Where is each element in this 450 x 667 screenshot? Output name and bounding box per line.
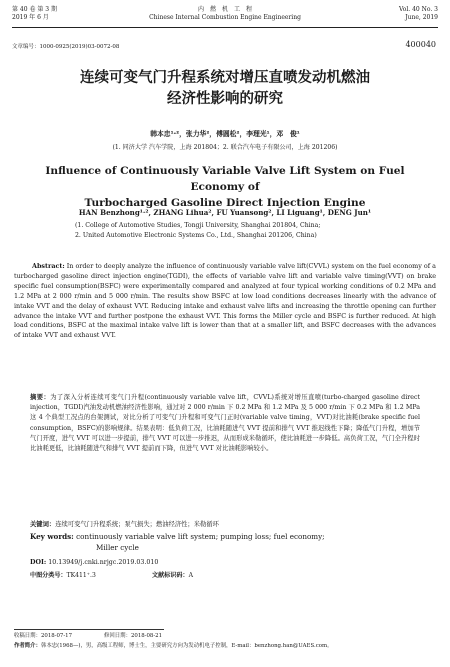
- cn-abstract-label: 摘要：: [30, 394, 51, 401]
- cn-keywords: 关键词：连续可变气门升程系统；泵气损失；燃油经济性；米勒循环: [30, 521, 219, 528]
- cn-authors: 韩本忠¹·²，张力华²，傅圆松²，李理光¹，邓 俊¹: [150, 130, 300, 138]
- en-authors: HAN Benzhong¹·², ZHANG Lihua², FU Yuansong², LI Liguang¹, DENG Jun¹: [78, 208, 372, 217]
- abstract-label: Abstract:: [32, 262, 65, 270]
- footnote-dates: 收稿日期：2018-07-17 修回日期：2018-08-21: [14, 633, 163, 639]
- en-affiliation: (1. College of Automotive Studies, Tongji University, Shanghai 201804, China; 2. United Automotive Electronic Systems Co., Ltd., Shanghai 201206, China): [75, 222, 321, 239]
- cn-affiliation: (1. 同济大学 汽车学院，上海 201804；2. 联合汽车电子有限公司，上海 201206): [112, 144, 338, 151]
- header-journal: 内 燃 机 工 程 Chinese Internal Combustion Engine Engineering: [149, 6, 301, 21]
- page-code: 400040: [405, 40, 436, 49]
- classification: 中图分类号：TK411⁺.3 文献标识码：A: [30, 572, 193, 579]
- en-abstract: [14, 262, 436, 341]
- footnote-author: 作者简介：韩本忠(1968—)，男，高级工程师，博士生，主要研究方向为发动机电子控制，E-mail：benzhong.han@UAES.com。: [14, 643, 333, 649]
- en-keywords: Key words: continuously variable valve lift system; pumping loss; fuel economy; Miller cycle: [30, 532, 325, 552]
- header-rule: [12, 27, 438, 28]
- header-volume-en: Vol. 40 No. 3 June, 2019: [398, 6, 438, 21]
- en-title: Influence of Continuously Variable Valve Lift System on Fuel Economy of Turbocharged Gasoline Direct Injection Engine: [45, 165, 405, 209]
- cn-abstract-text: 为了深入分析连续可变气门升程(continuously variable valve lift，CVVL)系统对增压直喷(turbo-charged gasoline direct injection，TGDI)汽油发动机燃油经济性影响，通过对 2 000 r/min 下 0.2 MPa 和 1.2 MPa 及 5 000 r/min 下 0.2 MPa 和 1.2 MPa 这 4 个典型工况点的台架测试，对比分析了可变气门升程和可变气门正时(variable valve timing，VVT)对比油耗(brake specific fuel consumption，BSFC)的影响规律。结果表明：低负荷工况，比油耗随进气 VVT 提前和排气 VVT 推迟线性下降；降低气门升程，增加节气门开度，进气 VVT 可以进一步提前，排气 VVT 可以进一步推迟，从而形成米勒循环，使比油耗进一步降低。高负荷工况，气门全升程时比油耗更低，比油耗随进气和排气 VVT 提前而下降，但进气 VVT 对比油耗影响较小。: [30, 394, 420, 453]
- footnote-rule: [14, 629, 164, 630]
- cn-abstract: [30, 393, 420, 454]
- header-volume: 第 40 卷 第 3 期 2019 年 6 月: [12, 6, 57, 21]
- article-number: 文章编号：1000-0925(2019)03-0072-08: [12, 44, 120, 50]
- cn-title: 连续可变气门升程系统对增压直喷发动机燃油 经济性影响的研究: [80, 70, 370, 107]
- doi: DOI: 10.13949/j.cnki.nrjgc.2019.03.010: [30, 559, 159, 566]
- abstract-text: In order to deeply analyze the influence of continuously variable valve lift(CVVL) system on the fuel economy of a turbocharged gasoline direct injection engine(TGDI), the effects of variable valve lift and variable valve timing(VVT) on brake specific fuel consumption(BSFC) were experimentally compared and analyzed at four typical working conditions of 0.2 MPa and 1.2 MPa at 2 000 r/min and 5 000 r/min. The results show BSFC at low load conditions decreases linearly with the advance of intake VVT and the delay of exhaust VVT. Reducing intake and exhaust valve lifts and increasing the throttle opening can further advance the intake VVT and further postpone the exhaust VVT. This forms the Miller cycle and BSFC is further reduced. At high load conditions, BSFC at the maximal intake valve lift is lower than that at a smaller lift, and BSFC decreases with the advances of intake VVT and exhaust VVT.: [14, 262, 436, 340]
- running-header: [12, 6, 438, 28]
